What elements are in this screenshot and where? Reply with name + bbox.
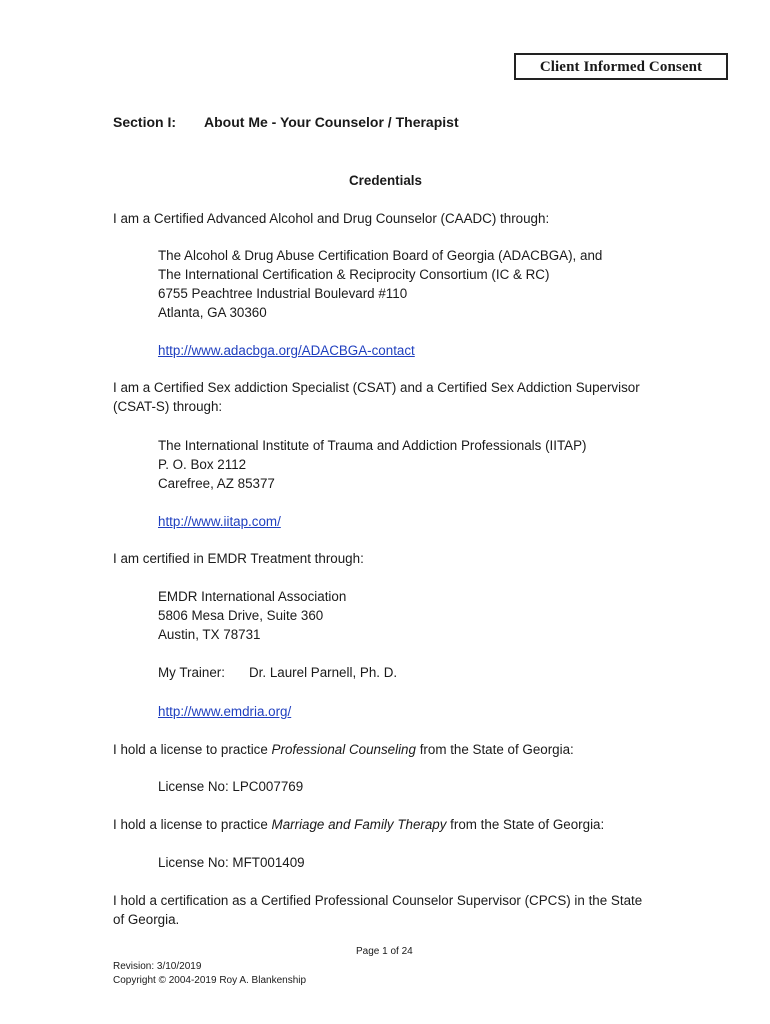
cpcs-statement-continued: of Georgia. bbox=[113, 912, 180, 927]
lpc-license-number: License No: LPC007769 bbox=[158, 779, 304, 794]
mft-license-number: License No: MFT001409 bbox=[158, 855, 305, 870]
section-title: About Me - Your Counselor / Therapist bbox=[204, 114, 459, 130]
lpc-suffix: from the State of Georgia: bbox=[415, 742, 574, 757]
mft-suffix: from the State of Georgia: bbox=[446, 817, 605, 832]
trainer-name: Dr. Laurel Parnell, Ph. D. bbox=[249, 665, 398, 680]
caadc-address-line: Atlanta, GA 30360 bbox=[158, 305, 267, 320]
adacbga-link[interactable]: http://www.adacbga.org/ADACBGA-contact bbox=[158, 343, 415, 358]
emdr-address-line: EMDR International Association bbox=[158, 589, 347, 604]
emdr-address-line: 5806 Mesa Drive, Suite 360 bbox=[158, 608, 324, 623]
csat-intro: I am a Certified Sex addiction Specialist (CSAT) and a Certified Sex Addiction Supervisor bbox=[113, 380, 640, 395]
mft-prefix: I hold a license to practice bbox=[113, 817, 272, 832]
page-number: Page 1 of 24 bbox=[356, 946, 413, 957]
caadc-intro: I am a Certified Advanced Alcohol and Drug Counselor (CAADC) through: bbox=[113, 211, 550, 226]
trainer-label: My Trainer: bbox=[158, 665, 225, 680]
emdr-address-line: Austin, TX 78731 bbox=[158, 627, 261, 642]
document-title: Client Informed Consent bbox=[514, 53, 728, 80]
cpcs-statement: I hold a certification as a Certified Professional Counselor Supervisor (CPCS) in the State bbox=[113, 893, 643, 908]
mft-statement bbox=[113, 815, 604, 834]
lpc-field: Professional Counseling bbox=[271, 742, 416, 757]
csat-intro-continued: (CSAT-S) through: bbox=[113, 399, 223, 414]
iitap-link[interactable]: http://www.iitap.com/ bbox=[158, 514, 281, 529]
section-label: Section I: bbox=[113, 114, 177, 130]
caadc-address-line: The International Certification & Reciprocity Consortium (IC & RC) bbox=[158, 267, 550, 282]
mft-field: Marriage and Family Therapy bbox=[271, 817, 447, 832]
csat-address-line: P. O. Box 2112 bbox=[158, 457, 247, 472]
csat-address-line: The International Institute of Trauma and Addiction Professionals (IITAP) bbox=[158, 438, 587, 453]
revision-date: Revision: 3/10/2019 bbox=[113, 961, 202, 972]
csat-address-line: Carefree, AZ 85377 bbox=[158, 476, 275, 491]
lpc-statement bbox=[113, 740, 574, 759]
lpc-prefix: I hold a license to practice bbox=[113, 742, 272, 757]
emdria-link[interactable]: http://www.emdria.org/ bbox=[158, 704, 292, 719]
caadc-address-line: 6755 Peachtree Industrial Boulevard #110 bbox=[158, 286, 408, 301]
caadc-address-line: The Alcohol & Drug Abuse Certification Board of Georgia (ADACBGA), and bbox=[158, 248, 603, 263]
credentials-heading: Credentials bbox=[349, 173, 422, 188]
copyright-notice: Copyright © 2004-2019 Roy A. Blankenship bbox=[113, 975, 307, 986]
emdr-intro: I am certified in EMDR Treatment through: bbox=[113, 551, 364, 566]
